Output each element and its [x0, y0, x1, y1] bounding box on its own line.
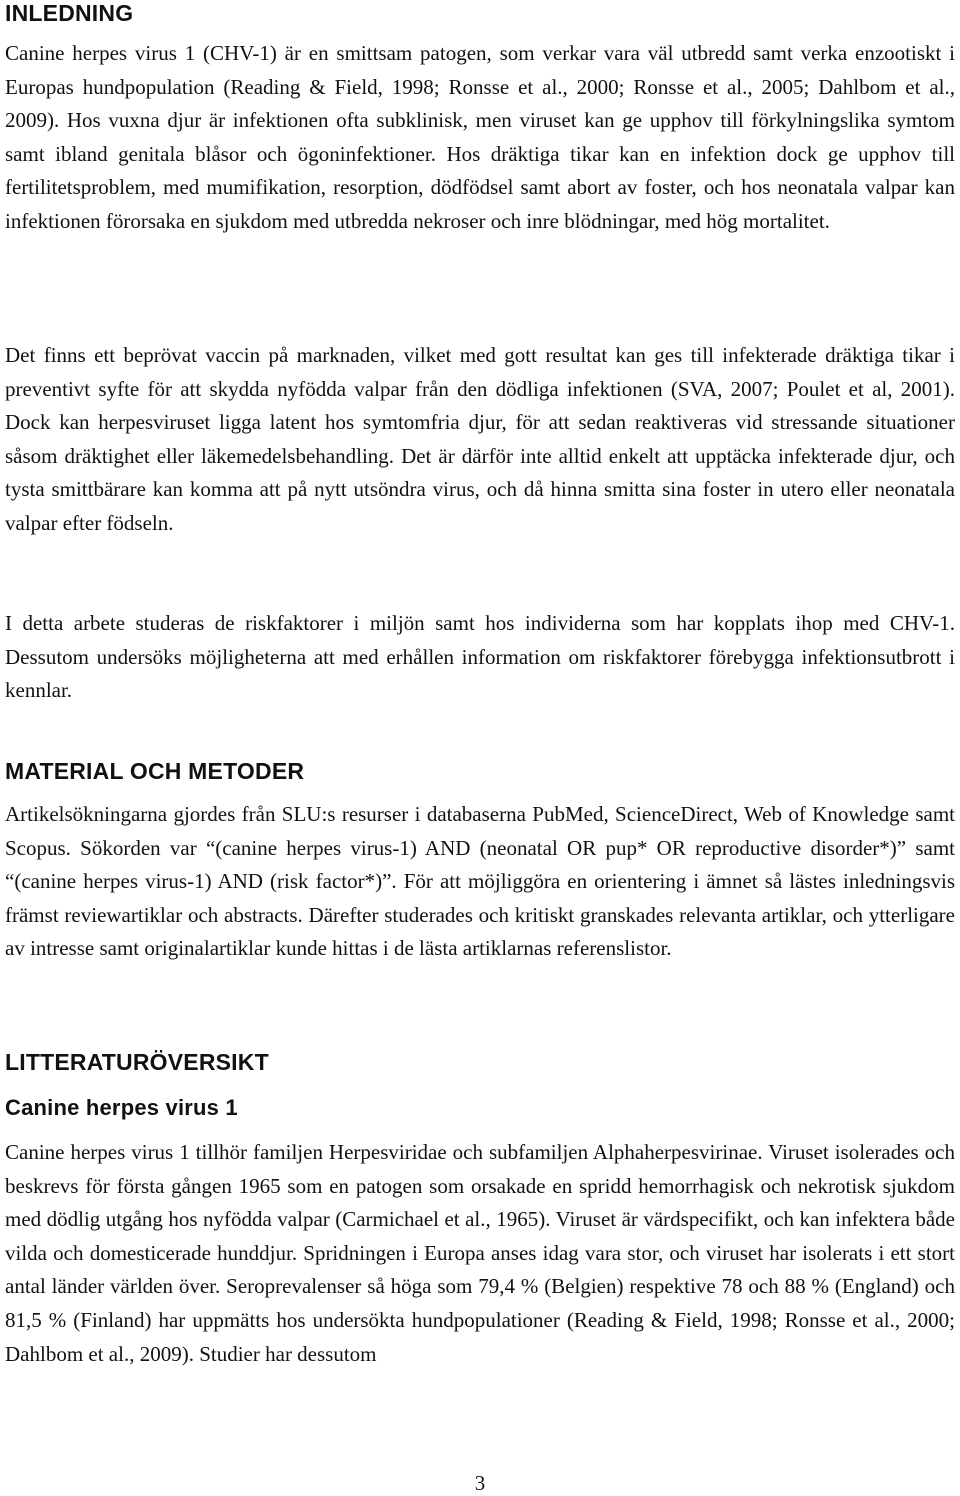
- paragraph-litteratur-1: Canine herpes virus 1 tillhör familjen Herpesviridae och subfamiljen Alphaherpesvirinae. Viruset isolerades och beskrevs för första gången 1965 som en patogen som orsakade en spridd hemorrhagisk och nekrotisk sjukdom med dödlig utgång hos nyfödda valpar (Carmichael et al., 1965). Viruset är värdspecifikt, och kan infektera både vilda och domesticerade hunddjur. Spridningen i Europa anses idag vara stor, och viruset har isolerats i ett stort antal länder världen över. Seroprevalenser så höga som 79,4 % (Belgien) respektive 78 och 88 % (England) och 81,5 % (Finland) har uppmätts hos undersökta hundpopulationer (Reading & Field, 1998; Ronsse et al., 2000; Dahlbom et al., 2009). Studier har dessutom: [5, 1140, 955, 1366]
- paragraph-inledning-2: Det finns ett beprövat vaccin på marknaden, vilket med gott resultat kan ges till infekterade dräktiga tikar i preventivt syfte för att skydda nyfödda valpar från den dödliga infektionen (SVA, 2007; Poulet et al, 2001). Dock kan herpesviruset ligga latent hos symtomfria djur, för att sedan reaktiveras vid stressande situationer såsom dräktighet eller läkemedelsbehandling. Det är därför inte alltid enkelt att upptäcka infekterade djur, och tysta smittbärare kan komma att på nytt utsöndra virus, och då hinna smitta sina foster in utero eller neonatala valpar efter födseln.: [5, 343, 955, 535]
- heading-litteraturoversikt: LITTERATURÖVERSIKT: [5, 1049, 269, 1075]
- document-page: [5, 0, 955, 1496]
- subheading-canine-herpes-virus-1: Canine herpes virus 1: [5, 1095, 238, 1120]
- paragraph-inledning-3: I detta arbete studeras de riskfaktorer i miljön samt hos individerna som har kopplats ihop med CHV-1. Dessutom undersöks möjligheterna att med erhållen information om riskfaktorer förebygga infektionsutbrott i kennlar.: [5, 611, 955, 703]
- heading-inledning: INLEDNING: [5, 0, 134, 26]
- paragraph-inledning-1: Canine herpes virus 1 (CHV-1) är en smittsam patogen, som verkar vara väl utbredd samt verka enzootiskt i Europas hundpopulation (Reading & Field, 1998; Ronsse et al., 2000; Ronsse et al., 2005; Dahlbom et al., 2009). Hos vuxna djur är infektionen ofta subklinisk, men viruset kan ge upphov till förkylningslika symtom samt ibland genitala blåsor och ögoninfektioner. Hos dräktiga tikar kan en infektion dock ge upphov till fertilitetsproblem, med mumifikation, resorption, dödfödsel samt abort av foster, och hos neonatala valpar kan infektionen förorsaka en sjukdom med utbredda nekroser och inre blödningar, med hög mortalitet.: [5, 41, 955, 233]
- paragraph-material-1: Artikelsökningarna gjordes från SLU:s resurser i databaserna PubMed, ScienceDirect, Web of Knowledge samt Scopus. Sökorden var “(canine herpes virus-1) AND (neonatal OR pup* OR reproductive disorder*)” samt “(canine herpes virus-1) AND (risk factor*)”. För att möjliggöra en orientering i ämnet så lästes inledningsvis främst reviewartiklar och abstracts. Därefter studerades och kritiskt granskades relevanta artiklar, och ytterligare av intresse samt originalartiklar kunde hittas i de lästa artiklarnas referenslistor.: [5, 802, 955, 961]
- heading-material-och-metoder: MATERIAL OCH METODER: [5, 758, 305, 784]
- page-number: 3: [474, 1471, 486, 1495]
